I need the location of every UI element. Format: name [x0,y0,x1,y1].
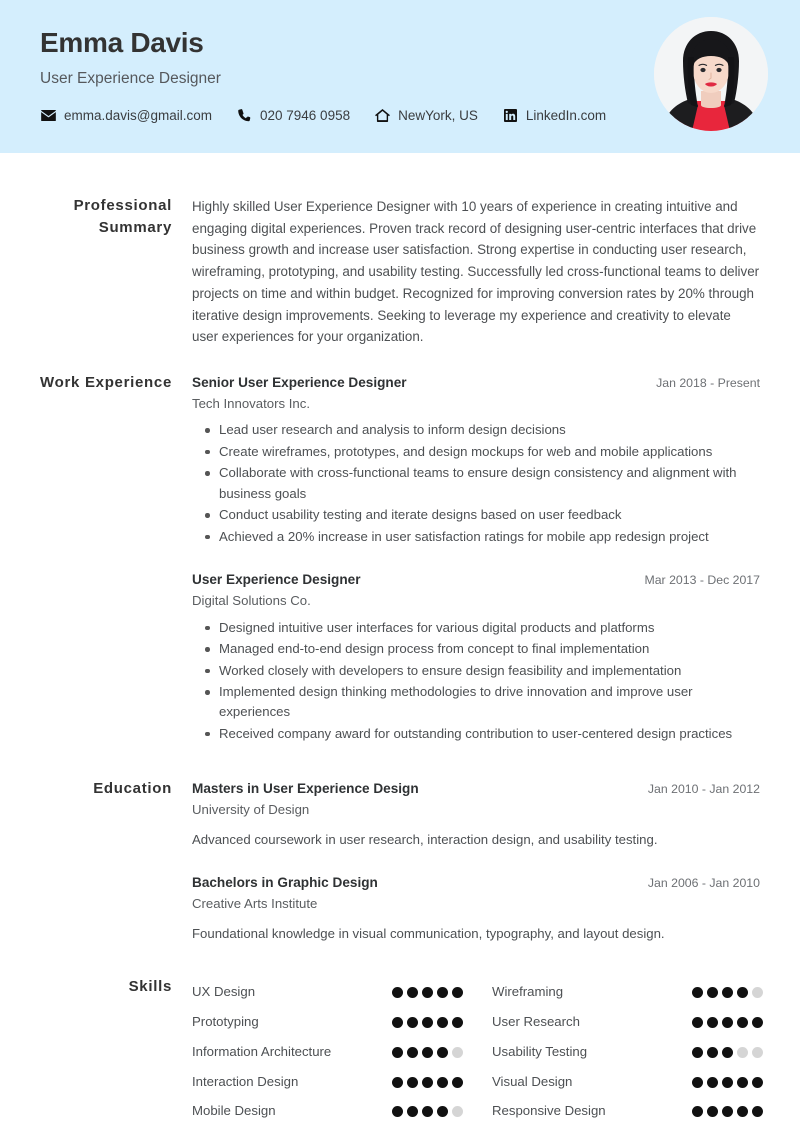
skill-dot-filled [707,1106,718,1117]
skill-dot-empty [752,1047,763,1058]
education-degree: Bachelors in Graphic Design [192,875,378,891]
skill-dot-filled [707,987,718,998]
section-education [40,778,760,944]
skill-dot-filled [407,1017,418,1028]
experience-list [192,372,760,745]
experience-role: Senior User Experience Designer [192,374,407,390]
skill-dot-empty [737,1047,748,1058]
skill-dot-filled [452,1077,463,1088]
skill-dot-filled [737,1017,748,1028]
experience-bullet: Lead user research and analysis to inform design decisions [219,420,760,440]
section-label-summary: Professional Summary [73,197,172,236]
phone-icon [236,109,253,123]
education-entry [192,873,760,944]
contact-phone[interactable] [236,108,350,123]
skill-rating [692,1007,792,1028]
skill-dot-filled [722,987,733,998]
skill-dot-empty [452,1106,463,1117]
contact-linkedin[interactable] [502,108,606,123]
skill-rating [692,1096,792,1117]
skill-dot-filled [437,1106,448,1117]
skill-rating [692,1037,792,1058]
skill-name: Wireframing [492,984,564,1000]
envelope-icon [40,109,57,123]
skill-dot-filled [437,987,448,998]
experience-organization: Tech Innovators Inc. [192,395,311,411]
experience-bullet: Received company award for outstanding contribution to user-centered design practices [219,724,760,744]
skill-rating [392,1037,492,1058]
skill-dot-filled [707,1047,718,1058]
resume-header [0,0,800,153]
education-description: Advanced coursework in user research, interaction design, and usability testing. [192,831,658,847]
contact-phone-text: 020 7946 0958 [260,108,351,123]
skill-dot-filled [422,1106,433,1117]
skill-name: Interaction Design [192,1073,299,1089]
job-title: User Experience Designer [40,69,221,87]
section-professional-summary [40,195,760,348]
contact-email-text: emma.davis@gmail.com [64,108,212,123]
skill-dot-filled [392,1017,403,1028]
skill-rating [392,1067,492,1088]
skill-rating [692,977,792,998]
experience-entry-head [192,373,760,393]
education-entry-head [192,873,760,893]
skill-rating [692,1067,792,1088]
experience-bullet: Worked closely with developers to ensure design feasibility and implementation [219,661,760,681]
skill-name: Usability Testing [492,1043,588,1059]
skill-dot-filled [752,1106,763,1117]
education-description: Foundational knowledge in visual communication, typography, and layout design. [192,925,665,941]
contact-location[interactable] [374,108,478,123]
skill-dot-filled [407,1047,418,1058]
skill-dot-filled [722,1047,733,1058]
avatar-photo [654,17,768,131]
experience-bullet: Designed intuitive user interfaces for various digital products and platforms [219,618,760,638]
resume-body [0,195,800,1126]
skill-name: UX Design [192,984,256,1000]
skill-dot-filled [437,1077,448,1088]
page-title: Emma Davis [40,27,204,58]
education-entry [192,779,760,850]
skill-name: Information Architecture [192,1043,332,1059]
experience-entry [192,570,760,744]
experience-bullet: Implemented design thinking methodologies to drive innovation and improve user experiences [219,682,760,723]
education-date: Jan 2006 - Jan 2010 [647,876,760,891]
skill-dot-filled [722,1106,733,1117]
skill-dot-filled [422,1047,433,1058]
skill-dot-filled [452,1017,463,1028]
experience-bullet: Achieved a 20% increase in user satisfaction ratings for mobile app redesign project [219,527,760,547]
skill-dot-filled [722,1077,733,1088]
experience-bullet-list [192,618,760,745]
skill-name: User Research [492,1014,580,1030]
section-label-skills: Skills [128,978,172,996]
skill-dot-empty [452,1047,463,1058]
skill-dot-filled [407,987,418,998]
education-degree: Masters in User Experience Design [192,781,419,797]
skill-rating [392,1007,492,1028]
skill-dot-filled [407,1077,418,1088]
skills-grid [192,977,760,1126]
experience-entry-head [192,570,760,590]
skill-dot-filled [692,987,703,998]
skill-dot-filled [422,987,433,998]
home-icon [374,109,391,123]
education-date: Jan 2010 - Jan 2012 [647,782,760,797]
skill-dot-filled [392,1106,403,1117]
experience-date: Mar 2013 - Dec 2017 [644,573,760,588]
skill-dot-filled [692,1106,703,1117]
skill-name: Mobile Design [192,1103,276,1119]
contact-linkedin-text: LinkedIn.com [525,108,607,123]
experience-bullet: Conduct usability testing and iterate designs based on user feedback [219,505,760,525]
skill-name: Visual Design [492,1073,573,1089]
skill-name: Responsive Design [492,1103,606,1119]
skill-rating [392,977,492,998]
education-list [192,778,760,944]
skill-dot-filled [437,1017,448,1028]
experience-bullet: Create wireframes, prototypes, and design mockups for web and mobile applications [219,442,760,462]
skill-dot-filled [422,1077,433,1088]
skill-dot-filled [737,987,748,998]
skill-rating [392,1096,492,1117]
experience-bullet-list [192,420,760,547]
skill-dot-filled [392,987,403,998]
skill-dot-filled [437,1047,448,1058]
section-skills [40,976,760,1126]
contact-location-text: NewYork, US [398,108,478,123]
education-school: University of Design [192,802,310,818]
experience-bullet: Collaborate with cross-functional teams to ensure design consistency and alignment with business goals [219,463,760,504]
experience-organization: Digital Solutions Co. [192,592,311,608]
contact-row [40,108,630,123]
contact-email[interactable] [40,108,212,123]
skill-dot-empty [752,987,763,998]
skill-dot-filled [692,1077,703,1088]
experience-entry [192,373,760,547]
avatar [654,17,768,131]
skill-dot-filled [707,1077,718,1088]
experience-role: User Experience Designer [192,572,361,588]
skill-dot-filled [452,987,463,998]
skill-dot-filled [737,1106,748,1117]
skill-name: Prototyping [192,1014,259,1030]
skill-dot-filled [692,1047,703,1058]
skill-dot-filled [752,1077,763,1088]
section-label-education: Education [93,780,172,798]
section-work-experience [40,372,760,745]
skill-dot-filled [692,1017,703,1028]
experience-date: Jan 2018 - Present [656,375,760,390]
skill-dot-filled [722,1017,733,1028]
section-label-experience: Work Experience [40,373,172,391]
skill-dot-filled [392,1077,403,1088]
skill-dot-filled [407,1106,418,1117]
education-school: Creative Arts Institute [192,896,318,912]
skill-dot-filled [707,1017,718,1028]
summary-text: Highly skilled User Experience Designer with 10 years of experience in creating intuitive and engaging digital experiences. Proven track record of designing user-centric interfaces that drive business growth and increase user satisfaction. Strong expertise in conducting user research, wireframing, prototyping, and usability testing. Successfully led cross-functional teams to deliver projects on time and within budget. Recognized for improving conversion rates by 20% through iterative design improvements. Seeking to leverage my experience and creativity to elevate user experiences for your organization. [192,199,760,345]
linkedin-icon [502,109,519,123]
skill-dot-filled [392,1047,403,1058]
skill-dot-filled [422,1017,433,1028]
experience-bullet: Managed end-to-end design process from concept to final implementation [219,639,760,659]
skill-dot-filled [737,1077,748,1088]
skill-dot-filled [752,1017,763,1028]
education-entry-head [192,779,760,799]
